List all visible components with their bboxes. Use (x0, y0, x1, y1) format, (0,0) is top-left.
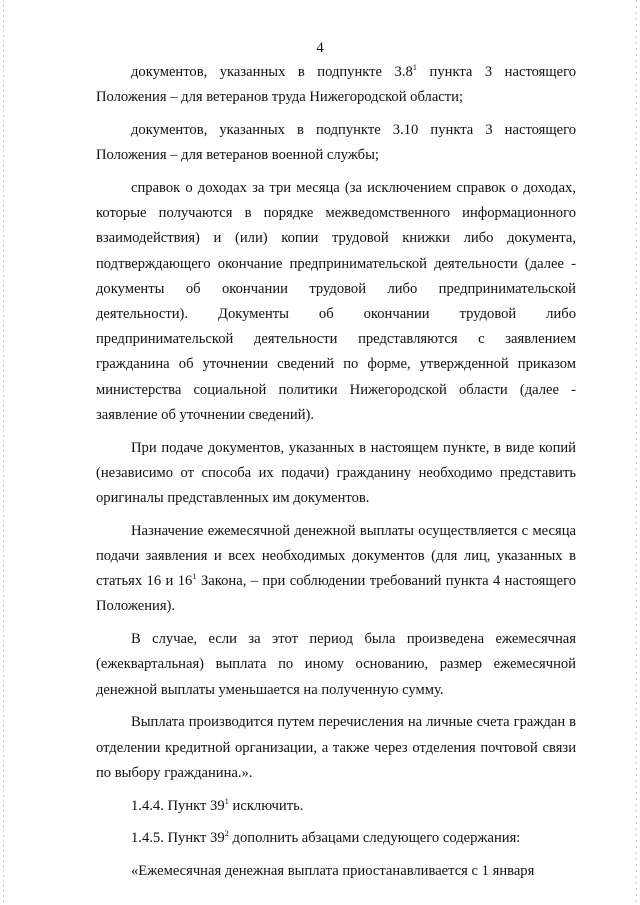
paragraph-p3: справок о доходах за три месяца (за исключением справок о доходах, которые получаются в порядке межведомственного информационного взаимодействия) и (или) копии трудовой книжки либо документа, подтверждающего окончание предпринимательской деятельности (далее - документы об окончании трудовой либо предпринимательской деятельности). Документы об окончании трудовой либо предпринимательской деятельности представляются с заявлением гражданина об уточнении сведений по форме, утвержденной приказом министерства социальной политики Нижегородской области (далее - заявление об уточнении сведений). (96, 180, 576, 423)
paragraph-p5: Назначение ежемесячной денежной выплаты осуществляется с месяца подачи заявления и всех необходимых документов (для лиц, указанных в статьях 16 и $16^1$ Закона, – при соблюдении требований пункта 4 настоящего Положения). (96, 522, 576, 615)
paragraph-p9: 1.4.5. Пункт $39^2$ дополнить абзацами следующего содержания: (131, 828, 521, 847)
scan-right-edge (636, 0, 637, 905)
superscript: 1 (224, 795, 229, 806)
paragraph-p4: При подаче документов, указанных в настоящем пункте, в виде копий (независимо от способа их подачи) гражданину необходимо представить оригиналы представленных им документов. (96, 439, 576, 507)
superscript: 2 (224, 828, 229, 839)
scan-left-edge (3, 0, 4, 905)
paragraph-p8: 1.4.4. Пункт $39^1$ исключить. (131, 795, 304, 814)
superscript: 1 (412, 62, 418, 72)
paragraph-p2: документов, указанных в подпункте 3.10 пункта 3 настоящего Положения – для ветеранов военной службы; (96, 122, 576, 164)
paragraph-p7: Выплата производится путем перечисления на личные счета граждан в отделении кредитной организации, а также через отделения почтовой связи по выбору гражданина.». (96, 714, 576, 781)
superscript: 1 (192, 571, 197, 582)
document-body (96, 60, 576, 892)
page-number: 4 (316, 40, 324, 56)
paragraph-p1: документов, указанных в подпункте $3.8^1$ пункта 3 настоящего Положения – для ветеранов труда Нижегородской области; (96, 62, 576, 106)
paragraph-p6: В случае, если за этот период была произведена ежемесячная (ежеквартальная) выплата по иному основанию, размер ежемесячной денежной выплаты уменьшается на полученную сумму. (96, 631, 576, 698)
paragraph-p10: «Ежемесячная денежная выплата приостанавливается с 1 января (131, 863, 535, 880)
